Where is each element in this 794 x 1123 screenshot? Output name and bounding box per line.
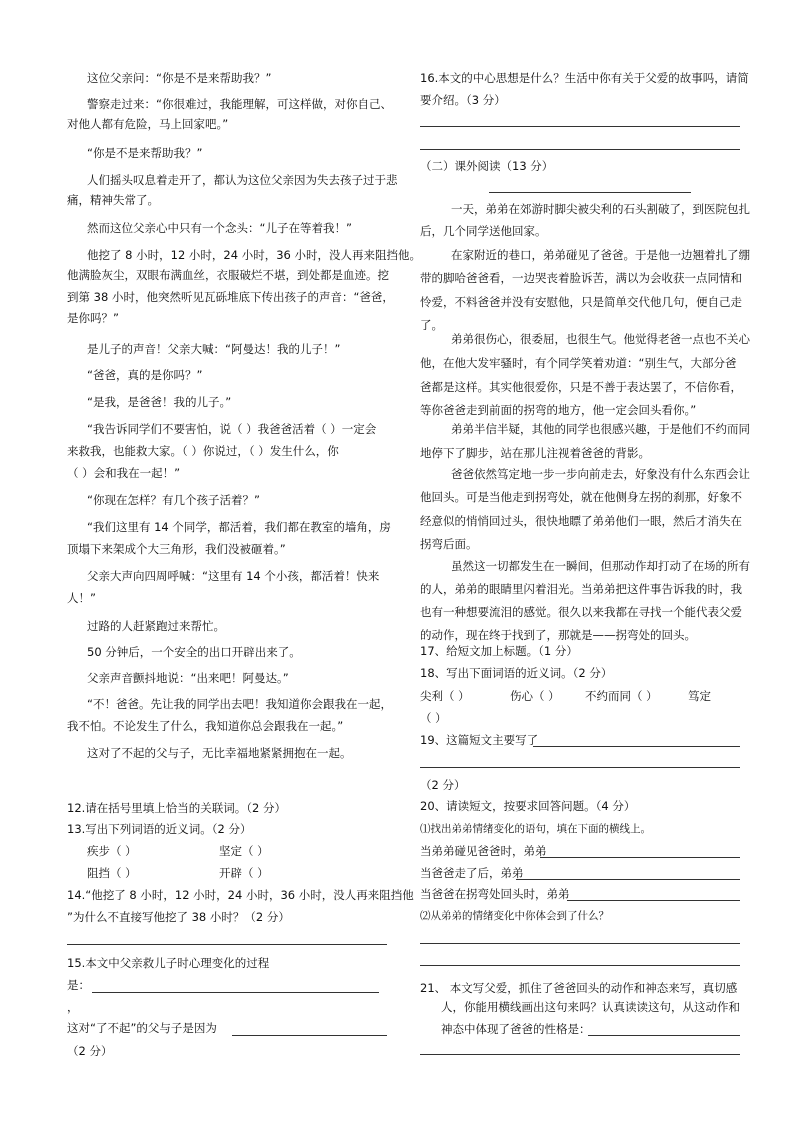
question-19: 19、这篇短文主要写了 (420, 733, 539, 747)
question-21: 神态中体现了爸爸的性格是： (441, 1022, 591, 1036)
answer-line[interactable] (420, 943, 740, 944)
question-17: 17、给短文加上标题。（1 分） (420, 644, 578, 658)
reading-paragraph: 也有一种想要流泪的感觉。很久以来我都在寻找一个能代表父爱 (420, 605, 742, 619)
question-15: 是： (67, 978, 90, 992)
story-paragraph: 然而这位父亲心中只有一个念头：“儿子在等着我！” (87, 221, 352, 235)
question-14: 14.“他挖了 8 小时，12 小时，24 小时，36 小时，没人再来阻挡他 (67, 888, 414, 902)
question-19: （2 分） (420, 778, 466, 792)
synonym-blank[interactable]: （ ） (420, 711, 447, 725)
reading-paragraph: 爸都是这样。其实他很爱你，只是不善于表达罢了，不信你看， (420, 380, 742, 394)
synonym-blank[interactable]: 阻挡（ ） (87, 866, 137, 880)
answer-line[interactable] (420, 767, 740, 768)
title-line[interactable] (489, 192, 691, 193)
story-paragraph: “我们这里有 14 个同学，都活着，我们都在教室的墙角，房 (87, 520, 391, 534)
question-21: 人，你能用横线画出这句来吗？认真读读这句，从这动作和 (441, 1000, 740, 1014)
question-20: 当爸爸在拐弯处回头时，弟弟 (420, 887, 570, 901)
story-paragraph: “不！爸爸。先让我的同学出去吧！我知道你会跟我在一起， (87, 697, 392, 711)
reading-paragraph: 地停下了脚步，站在那儿注视着爸爸的背影。 (420, 446, 650, 460)
reading-paragraph: 弟弟半信半疑，其他的同学也很感兴趣，于是他们不约而同 (451, 422, 750, 436)
story-paragraph: 父亲大声向四周呼喊：“这里有 14 个小孩，都活着！快来 (87, 569, 380, 583)
story-paragraph: 是儿子的声音！父亲大喊：“阿曼达！我的儿子！” (87, 342, 341, 356)
answer-line[interactable] (588, 1035, 740, 1036)
question-21: 21、 本文写父爱，抓住了爸爸回头的动作和神态来写，真切感 (420, 981, 738, 995)
section-heading: （二）课外阅读（13 分） (420, 159, 554, 173)
answer-line[interactable] (420, 149, 740, 150)
reading-paragraph: 等你爸爸走到前面的拐弯的地方，他一定会回头看你。” (420, 403, 697, 417)
question-15: （2 分） (67, 1044, 113, 1058)
synonym-word: 笃定 (688, 689, 711, 703)
question-16: 16.本文的中心思想是什么？生活中你有关于父爱的故事吗，请简 (420, 71, 749, 85)
question-20: 当弟弟碰见爸爸时，弟弟 (420, 844, 547, 858)
synonym-blank[interactable]: 开辟（ ） (219, 866, 269, 880)
synonym-blank[interactable]: 伤心（ ） (510, 689, 560, 703)
question-18: 18、写出下面词语的近义词。（2 分） (420, 666, 613, 680)
story-paragraph: 这位父亲问：“你是不是来帮助我？” (87, 71, 272, 85)
synonym-blank[interactable]: 不约而同（ ） (585, 689, 658, 703)
question-13: 13.写出下列词语的近义词。（2 分） (67, 822, 252, 836)
reading-paragraph: 他，在他大发牢骚时，有个同学笑着劝道：“别生气，大部分爸 (420, 356, 737, 370)
story-paragraph: 他满脸灰尘，双眼布满血丝，衣服破烂不堪，到处都是血迹。挖 (67, 268, 389, 282)
question-16: 要介绍。（3 分） (420, 93, 506, 107)
question-20: 20、请读短文，按要求回答问题。（4 分） (420, 799, 636, 813)
reading-paragraph: 带的脚哈爸爸看，一边哭丧着脸诉苦，满以为会收获一点同情和 (420, 271, 742, 285)
story-paragraph: 他挖了 8 小时，12 小时，24 小时，36 小时，没人再来阻挡他。 (87, 248, 421, 262)
synonym-blank[interactable]: 坚定（ ） (219, 844, 269, 858)
reading-paragraph: 在家附近的巷口，弟弟碰见了爸爸。于是他一边翘着扎了绷 (451, 248, 750, 262)
story-paragraph: 顶塌下来架成个大三角形，我们没被砸着。” (67, 542, 286, 556)
answer-line[interactable] (67, 944, 387, 945)
question-20: 当爸爸走了后，弟弟 (420, 866, 524, 880)
reading-paragraph: 了。 (420, 318, 443, 332)
reading-paragraph: 后，几个同学送他回家。 (420, 224, 547, 238)
story-paragraph: “你现在怎样？有几个孩子活着？” (87, 493, 260, 507)
answer-line[interactable] (533, 746, 740, 747)
story-paragraph: 父亲声音颤抖地说：“出来吧！阿曼达。” (87, 671, 289, 685)
story-paragraph: 50 分钟后，一个安全的出口开辟出来了。 (87, 645, 301, 659)
answer-line[interactable] (567, 900, 740, 901)
answer-line[interactable] (92, 992, 379, 993)
story-paragraph: 警察走过来：“你很难过，我能理解，可这样做，对你自己、 (87, 97, 392, 111)
reading-paragraph: 他回头。可是当他走到拐弯处，就在他侧身左拐的刹那，好象不 (420, 490, 742, 504)
story-paragraph: “我告诉同学们不要害怕，说（ ）我爸爸活着（ ）一定会 (87, 422, 377, 436)
reading-paragraph: 爸爸依然笃定地一步一步向前走去，好象没有什么东西会让 (451, 467, 750, 481)
story-paragraph: 人！” (67, 591, 96, 605)
reading-paragraph: 的动作，现在终于找到了，那就是——拐弯处的回头。 (420, 628, 696, 642)
reading-paragraph: 的人，弟弟的眼睛里闪着泪光。当弟弟把这件事告诉我的时，我 (420, 582, 742, 596)
story-paragraph: 这对了不起的父与子，无比幸福地紧紧拥抱在一起。 (87, 746, 352, 760)
reading-paragraph: 弟弟很伤心，很委屈，也很生气。他觉得老爸一点也不关心 (451, 332, 750, 346)
question-20: ⑴找出弟弟情绪变化的语句，填在下面的横线上。 (420, 823, 651, 835)
question-20: ⑵从弟弟的情绪变化中你体会到了什么？ (420, 910, 609, 922)
story-paragraph: 过路的人赶紧跑过来帮忙。 (87, 619, 225, 633)
synonym-blank[interactable]: 尖利（ ） (420, 689, 470, 703)
story-paragraph: 来救我，也能救大家。（ ）你说过，（ ）发生什么，你 (67, 444, 339, 458)
story-paragraph: （ ）会和我在一起！” (67, 466, 181, 480)
story-paragraph: 人们摇头叹息着走开了，都认为这位父亲因为失去孩子过于悲 (87, 173, 398, 187)
story-paragraph: “你是不是来帮助我？” (87, 146, 203, 160)
synonym-blank[interactable]: 疾步（ ） (87, 844, 137, 858)
question-15: 15.本文中父亲救儿子时心理变化的过程 (67, 956, 270, 970)
story-paragraph: 我不怕。不论发生了什么，我知道你总会跟我在一起。” (67, 719, 344, 733)
answer-line[interactable] (420, 126, 740, 127)
reading-paragraph: 经意似的悄悄回过头，很快地瞟了弟弟他们一眼，然后才消失在 (420, 514, 742, 528)
answer-line[interactable] (232, 1035, 387, 1036)
answer-line[interactable] (540, 857, 740, 858)
answer-line[interactable] (420, 965, 740, 966)
question-15: 这对“了不起”的父与子是因为 (67, 1021, 217, 1035)
reading-paragraph: 拐弯后面。 (420, 537, 478, 551)
answer-line[interactable] (516, 879, 740, 880)
answer-line[interactable] (420, 1054, 740, 1055)
story-paragraph: “是我，是爸爸！我的儿子。” (87, 395, 232, 409)
question-12: 12.请在括号里填上恰当的关联词。（2 分） (67, 801, 287, 815)
question-15: ， (67, 1000, 79, 1014)
reading-paragraph: 一天，弟弟在郊游时脚尖被尖利的石头割破了，到医院包扎 (451, 202, 750, 216)
story-paragraph: “爸爸，真的是你吗？” (87, 368, 203, 382)
story-paragraph: 痛，精神失常了。 (67, 193, 159, 207)
question-14: ”为什么不直接写他挖了 38 小时？（2 分） (67, 910, 290, 924)
story-paragraph: 是你吗？” (67, 311, 119, 325)
reading-paragraph: 怜爱，不料爸爸并没有安慰他，只是简单交代他几句，便自己走 (420, 295, 742, 309)
reading-paragraph: 虽然这一切都发生在一瞬间，但那动作却打动了在场的所有 (451, 559, 750, 573)
story-paragraph: 对他人都有危险，马上回家吧。” (67, 117, 229, 131)
story-paragraph: 到第 38 小时，他突然听见瓦砾堆底下传出孩子的声音：“爸爸， (67, 290, 394, 304)
